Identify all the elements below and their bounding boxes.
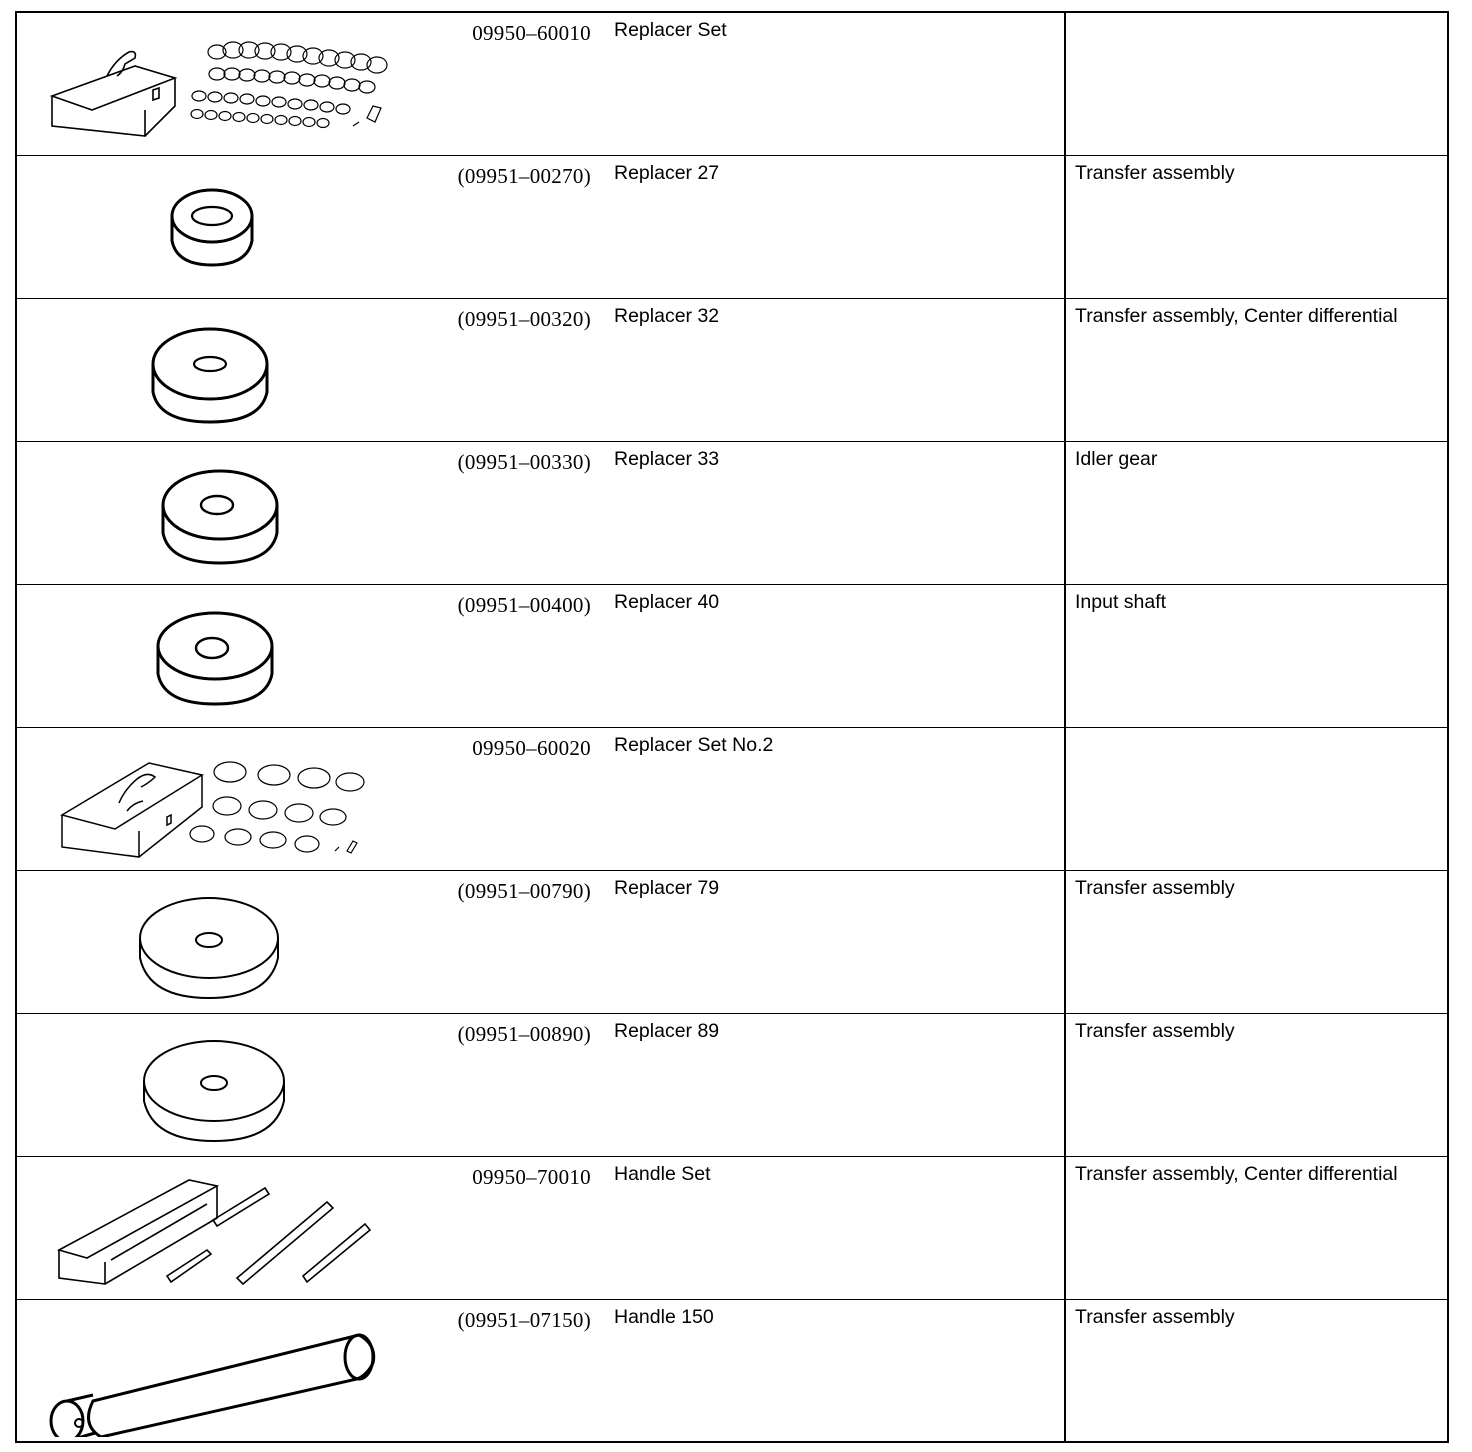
table-row bbox=[17, 1014, 1447, 1157]
tool-table bbox=[15, 11, 1449, 1443]
part-number: (09951–00890) bbox=[457, 1022, 591, 1046]
part-number: (09951–00270) bbox=[457, 164, 591, 188]
part-name: Replacer Set bbox=[614, 19, 727, 41]
part-name: Replacer 89 bbox=[614, 1020, 720, 1042]
part-name: Replacer 32 bbox=[614, 305, 720, 327]
part-number: (09951–00790) bbox=[457, 879, 591, 903]
table-row bbox=[17, 442, 1447, 585]
part-number: 09950–70010 bbox=[472, 1165, 591, 1189]
replacer-79-illustration bbox=[37, 876, 397, 1008]
handle-set-illustration bbox=[37, 1162, 397, 1294]
replacer-33-illustration bbox=[37, 447, 397, 579]
table-row bbox=[17, 728, 1447, 871]
part-usage: Input shaft bbox=[1075, 591, 1167, 613]
handle-150-illustration bbox=[37, 1305, 397, 1437]
part-number: (09951–00330) bbox=[457, 450, 591, 474]
replacer-32-illustration bbox=[37, 304, 397, 436]
part-number: (09951–00320) bbox=[457, 307, 591, 331]
part-name: Handle Set bbox=[614, 1163, 711, 1185]
part-name: Replacer 40 bbox=[614, 591, 720, 613]
table-row bbox=[17, 13, 1447, 156]
table-row bbox=[17, 299, 1447, 442]
part-usage: Transfer assembly, Center differential bbox=[1075, 1163, 1398, 1185]
part-usage: Idler gear bbox=[1075, 448, 1158, 470]
table-row bbox=[17, 585, 1447, 728]
part-number: 09950–60010 bbox=[472, 21, 591, 45]
replacer-set-no2-illustration bbox=[37, 733, 397, 865]
part-usage: Transfer assembly bbox=[1075, 1020, 1235, 1042]
table-row bbox=[17, 156, 1447, 299]
part-number: (09951–00400) bbox=[457, 593, 591, 617]
table-row bbox=[17, 1300, 1447, 1443]
part-usage: Transfer assembly bbox=[1075, 162, 1235, 184]
part-usage: Transfer assembly bbox=[1075, 877, 1235, 899]
part-name: Replacer 27 bbox=[614, 162, 720, 184]
part-name: Replacer Set No.2 bbox=[614, 734, 774, 756]
part-name: Handle 150 bbox=[614, 1306, 714, 1328]
replacer-89-illustration bbox=[37, 1019, 397, 1151]
replacer-set-illustration bbox=[37, 18, 397, 150]
table-row bbox=[17, 871, 1447, 1014]
part-usage: Transfer assembly bbox=[1075, 1306, 1235, 1328]
part-number: 09950–60020 bbox=[472, 736, 591, 760]
replacer-27-illustration bbox=[37, 161, 397, 293]
part-number: (09951–07150) bbox=[457, 1308, 591, 1332]
part-name: Replacer 33 bbox=[614, 448, 720, 470]
replacer-40-illustration bbox=[37, 590, 397, 722]
table-row bbox=[17, 1157, 1447, 1300]
part-usage: Transfer assembly, Center differential bbox=[1075, 305, 1398, 327]
part-name: Replacer 79 bbox=[614, 877, 720, 899]
